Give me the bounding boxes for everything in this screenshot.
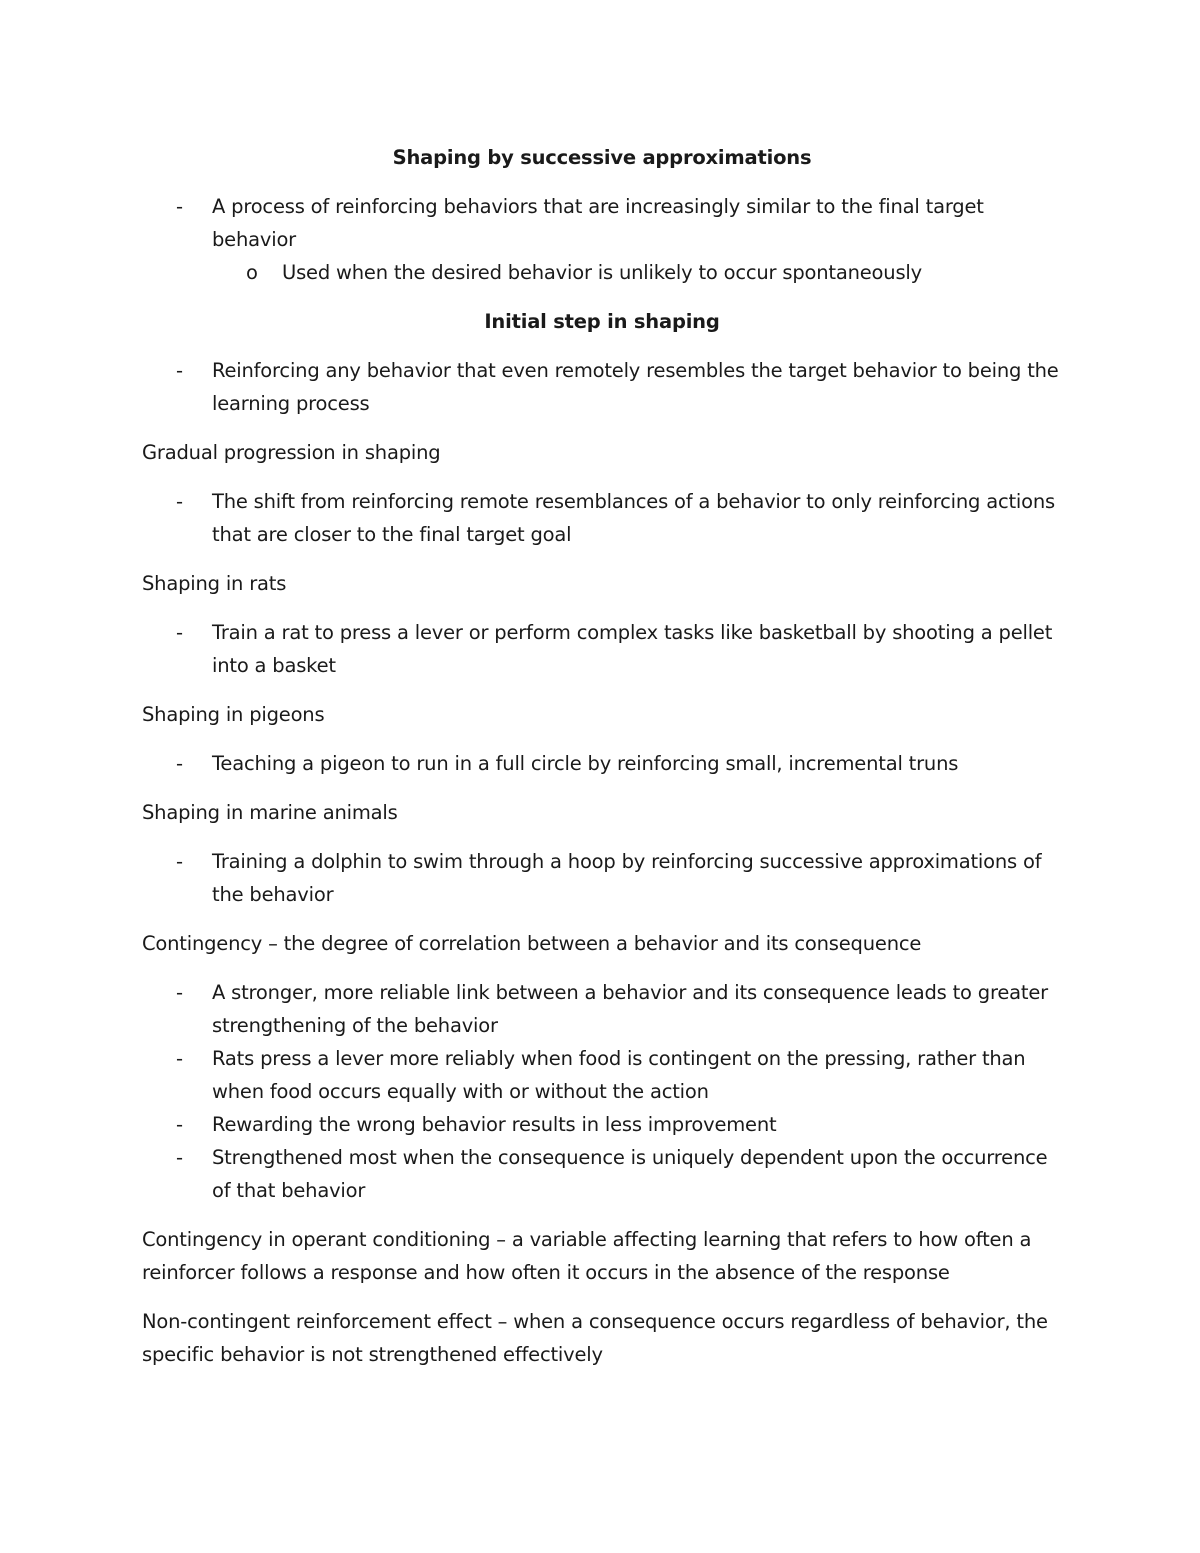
dash-bullet: - [176,752,183,775]
dash-bullet: - [176,1113,183,1136]
sub-list-item-text: Used when the desired behavior is unlikely to occur spontaneously [282,261,922,284]
list-item [142,845,1062,911]
list-item [142,747,1062,780]
list-item [142,485,1062,551]
page-title: Shaping by successive approximations [392,146,812,169]
pigeons-list [142,747,1062,780]
list-item-text: Reinforcing any behavior that even remotely resembles the target behavior to being the learning process [212,359,1059,415]
dash-bullet: - [176,1146,183,1169]
circle-bullet: o [246,261,258,284]
dash-bullet: - [176,490,183,513]
dash-bullet: - [176,621,183,644]
noncontingent-paragraph: Non-contingent reinforcement effect – when a consequence occurs regardless of behavior, the specific behavior is not strengthened effectively [142,1310,1048,1366]
marine-section [142,845,1062,911]
list-item [142,354,1062,420]
initial-section [142,354,1062,420]
initial-list [142,354,1062,420]
list-item [142,190,1062,256]
gradual-list [142,485,1062,551]
document-content [142,141,1062,1371]
list-item [142,616,1062,682]
list-item-text: Training a dolphin to swim through a hoop by reinforcing successive approximations of the behavior [212,850,1042,906]
rats-section [142,616,1062,682]
dash-bullet: - [176,981,183,1004]
rats-list [142,616,1062,682]
intro-list [142,190,1062,256]
dash-bullet: - [176,850,183,873]
dash-bullet: - [176,195,183,218]
marine-list [142,845,1062,911]
contingency-section [142,976,1062,1207]
list-item-text: Strengthened most when the consequence is uniquely dependent upon the occurrence of that behavior [212,1146,1048,1202]
section-heading-marine: Shaping in marine animals [142,801,398,824]
list-item [142,976,1062,1042]
list-item [142,1108,1062,1141]
section-heading-initial: Initial step in shaping [484,310,720,333]
list-item-text: Teaching a pigeon to run in a full circle by reinforcing small, incremental truns [212,752,959,775]
dash-bullet: - [176,1047,183,1070]
section-heading-rats: Shaping in rats [142,572,287,595]
section-heading-gradual: Gradual progression in shaping [142,441,441,464]
gradual-section [142,485,1062,551]
operant-paragraph: Contingency in operant conditioning – a variable affecting learning that refers to how often a reinforcer follows a response and how often it occurs in the absence of the response [142,1228,1032,1284]
list-item-text: A process of reinforcing behaviors that are increasingly similar to the final target behavior [212,195,984,251]
list-item-text: Train a rat to press a lever or perform complex tasks like basketball by shooting a pellet into a basket [212,621,1053,677]
list-item [142,1042,1062,1108]
contingency-list [142,976,1062,1207]
list-item-text: Rats press a lever more reliably when food is contingent on the pressing, rather than when food occurs equally with or without the action [212,1047,1026,1103]
section-heading-pigeons: Shaping in pigeons [142,703,325,726]
list-item-text: Rewarding the wrong behavior results in less improvement [212,1113,777,1136]
list-item [142,1141,1062,1207]
pigeons-section [142,747,1062,780]
list-item-text: The shift from reinforcing remote resemblances of a behavior to only reinforcing actions that are closer to the final target goal [212,490,1055,546]
dash-bullet: - [176,359,183,382]
list-item-text: A stronger, more reliable link between a behavior and its consequence leads to greater strengthening of the behavior [212,981,1048,1037]
intro-section [142,190,1062,289]
sub-list-item [212,256,1062,289]
section-heading-contingency: Contingency – the degree of correlation between a behavior and its consequence [142,932,922,955]
intro-sublist [142,256,1062,289]
